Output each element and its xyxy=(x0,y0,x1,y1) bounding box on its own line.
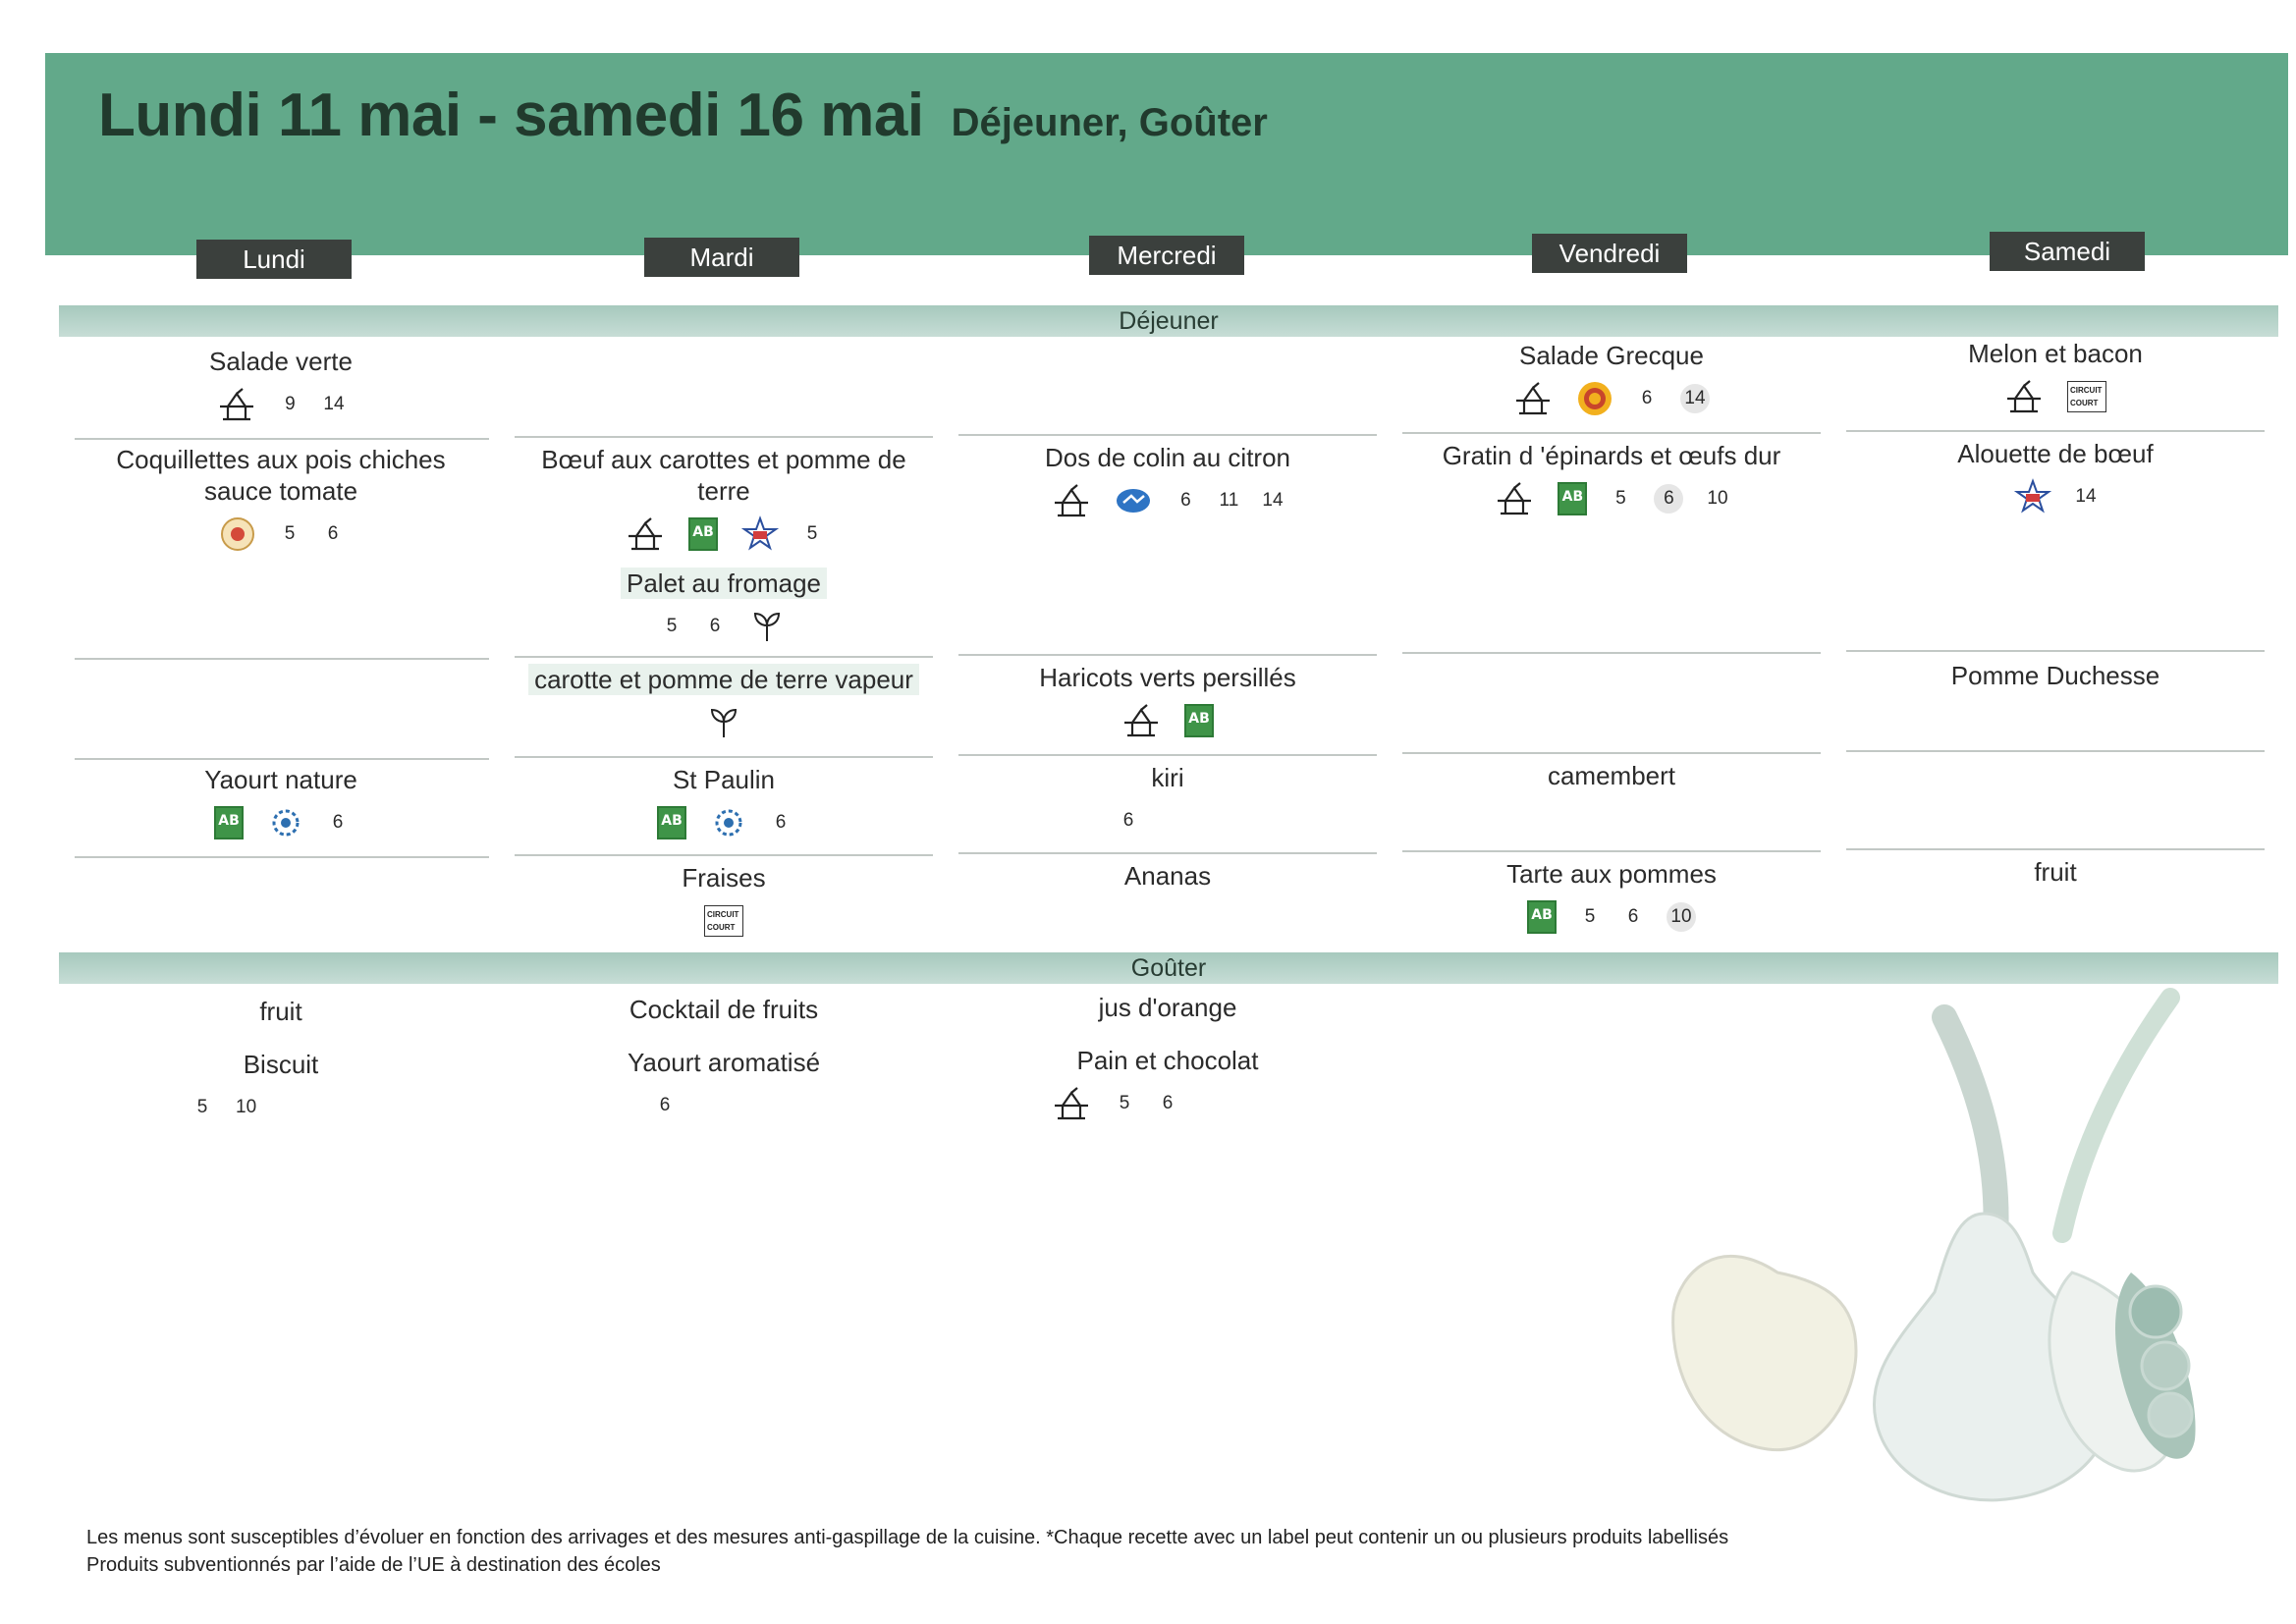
section-lunch-bar: Déjeuner xyxy=(59,305,2278,337)
ab-bio-icon: AB xyxy=(657,806,686,839)
allergen-number: 10 xyxy=(1707,488,1728,509)
circuit-court-icon xyxy=(2067,381,2106,412)
footnote-line-1: Les menus sont susceptibles d’évoluer en fonction des arrivages et des mesures anti-gaspillage de la cuisine. *Chaque recette avec un label peut contenir un ou plusieurs produits labellisés xyxy=(86,1527,1729,1548)
allergen-marks xyxy=(527,805,920,840)
allergen-number: 5 xyxy=(284,523,296,544)
menu-cell-vendredi-laitage xyxy=(1415,760,1808,791)
row-divider xyxy=(958,754,1377,756)
row-divider xyxy=(75,438,489,440)
allergen-number: 14 xyxy=(1262,490,1284,511)
dish-name: Alouette de bœuf xyxy=(1957,439,2154,468)
circuit-court-line1: CIRCUIT xyxy=(707,910,739,919)
snack-cell-mercredi xyxy=(971,992,1364,1121)
allergen-number: 6 xyxy=(327,523,339,544)
menu-cell-mardi-plat xyxy=(527,444,920,552)
circuit-court-line2: COURT xyxy=(707,923,736,932)
allergen-number: 6 xyxy=(1641,388,1653,408)
day-tab-lundi: Lundi xyxy=(196,240,352,279)
allergen-number: 5 xyxy=(196,1097,208,1117)
fruit-illustration xyxy=(1660,978,2210,1508)
row-divider xyxy=(1846,430,2265,432)
allergen-marks xyxy=(1415,481,1808,516)
dish-name: Palet au fromage xyxy=(621,568,827,599)
allergen-number: 5 xyxy=(806,523,818,544)
allergen-number: 10 xyxy=(1667,902,1696,932)
row-divider xyxy=(75,658,489,660)
row-divider xyxy=(1846,650,2265,652)
menu-cell-mardi-dessert xyxy=(527,862,920,939)
row-divider xyxy=(958,434,1377,436)
allergen-number: 6 xyxy=(1180,490,1191,511)
allergen-number: 5 xyxy=(1615,488,1626,509)
fait-maison-icon xyxy=(626,516,665,552)
page-title: Lundi 11 mai - samedi 16 mai xyxy=(98,81,924,149)
dish-name: Dos de colin au citron xyxy=(1044,443,1291,472)
allergen-marks xyxy=(527,705,920,740)
allergen-marks xyxy=(971,803,1364,839)
day-tab-samedi: Samedi xyxy=(1990,232,2145,271)
snack-item: Cocktail de fruits xyxy=(629,995,819,1024)
dish-name: Salade verte xyxy=(209,347,353,376)
dish-name: camembert xyxy=(1547,761,1676,790)
allergen-number: 14 xyxy=(323,394,345,414)
menu-cell-mercredi-laitage xyxy=(971,762,1364,839)
row-divider xyxy=(1846,848,2265,850)
fait-maison-icon xyxy=(1052,1086,1091,1121)
menu-cell-samedi-plat xyxy=(1859,438,2252,514)
allergen-number: 11 xyxy=(1219,490,1239,511)
allergen-number: 10 xyxy=(236,1097,257,1117)
snack-cell-lundi xyxy=(94,996,467,1125)
allergen-marks xyxy=(527,903,920,939)
allergen-number: 6 xyxy=(1627,906,1639,927)
dish-name: Tarte aux pommes xyxy=(1506,859,1717,889)
menu-cell-mardi-laitage xyxy=(527,764,920,840)
fait-maison-icon xyxy=(1513,381,1553,416)
circuit-court-line1: CIRCUIT xyxy=(2070,386,2103,395)
allergen-number: 6 xyxy=(659,1095,671,1115)
menu-cell-samedi-accomp xyxy=(1859,660,2252,691)
menu-cell-lundi-plat xyxy=(94,444,467,552)
ab-bio-icon: AB xyxy=(1527,900,1557,934)
allergen-marks xyxy=(1859,479,2252,514)
allergen-marks xyxy=(527,1088,920,1123)
row-divider xyxy=(515,436,933,438)
menu-cell-mardi-alt xyxy=(527,568,920,644)
allergen-number: 6 xyxy=(1162,1093,1174,1113)
menu-cell-mardi-accomp xyxy=(527,664,920,740)
dish-name: Gratin d 'épinards et œufs dur xyxy=(1442,441,1781,470)
dish-name: Fraises xyxy=(682,863,766,893)
allergen-marks xyxy=(971,483,1364,518)
allergen-marks xyxy=(94,516,467,552)
menu-cell-vendredi-plat xyxy=(1415,440,1808,516)
row-divider xyxy=(515,656,933,658)
vegetarien-icon xyxy=(705,704,742,741)
circuit-court-line2: COURT xyxy=(2070,399,2099,407)
peche-durable-icon xyxy=(1115,482,1152,519)
menu-cell-vendredi-entree xyxy=(1415,340,1808,416)
dish-name: Yaourt nature xyxy=(204,765,357,794)
viande-france-icon xyxy=(2014,478,2051,515)
allergen-number: 14 xyxy=(2075,486,2097,507)
day-tab-mercredi: Mercredi xyxy=(1089,236,1244,275)
snack-item: fruit xyxy=(259,997,302,1026)
circuit-court-icon xyxy=(704,905,743,937)
dish-name: Coquillettes aux pois chiches sauce tomate xyxy=(116,445,446,506)
menu-cell-lundi-laitage xyxy=(94,764,467,840)
dish-name: fruit xyxy=(2034,857,2077,887)
menu-cell-mercredi-dessert xyxy=(971,860,1364,892)
menu-cell-samedi-dessert xyxy=(1859,856,2252,888)
day-tab-vendredi: Vendredi xyxy=(1532,234,1687,273)
eco-label-icon xyxy=(267,804,304,841)
snack-item: Biscuit xyxy=(243,1050,319,1079)
row-divider xyxy=(1402,850,1821,852)
fait-maison-icon xyxy=(1052,483,1091,518)
viande-france-icon xyxy=(741,515,779,553)
day-tab-mardi: Mardi xyxy=(644,238,799,277)
menu-cell-lundi-entree xyxy=(94,346,467,422)
row-divider xyxy=(515,854,933,856)
allergen-number: 14 xyxy=(1680,384,1710,413)
ab-bio-icon: AB xyxy=(1184,704,1214,737)
footnote-line-2: Produits subventionnés par l’aide de l’UE à destination des écoles xyxy=(86,1554,661,1576)
row-divider xyxy=(1846,750,2265,752)
snack-item: Yaourt aromatisé xyxy=(627,1048,821,1077)
vegetarien-icon xyxy=(748,608,786,645)
dish-name: St Paulin xyxy=(672,765,776,794)
menu-cell-vendredi-dessert xyxy=(1415,858,1808,935)
footnote xyxy=(86,1524,1728,1579)
row-divider xyxy=(1402,752,1821,754)
snack-item: Pain et chocolat xyxy=(1076,1046,1259,1075)
row-divider xyxy=(75,758,489,760)
fait-maison-icon xyxy=(1121,703,1161,738)
page-subtitle: Déjeuner, Goûter xyxy=(951,101,1268,144)
dish-name: Haricots verts persillés xyxy=(1039,663,1296,692)
dish-name: Salade Grecque xyxy=(1519,341,1704,370)
allergen-number: 6 xyxy=(1654,484,1683,514)
title-row xyxy=(98,81,1268,150)
snack-item: jus d'orange xyxy=(1098,993,1237,1022)
row-divider xyxy=(958,852,1377,854)
row-divider xyxy=(958,654,1377,656)
dish-name: kiri xyxy=(1151,763,1184,792)
snack-cell-mardi xyxy=(527,994,920,1123)
aop-icon xyxy=(1576,380,1613,417)
allergen-marks xyxy=(94,387,467,422)
allergen-number: 5 xyxy=(1584,906,1596,927)
allergen-number: 6 xyxy=(709,616,721,636)
dish-name: Pomme Duchesse xyxy=(1950,661,2160,690)
dish-name: Ananas xyxy=(1123,861,1212,891)
allergen-number: 5 xyxy=(1119,1093,1130,1113)
row-divider xyxy=(1402,432,1821,434)
row-divider xyxy=(75,856,489,858)
dish-name: Bœuf aux carottes et pomme de terre xyxy=(541,445,906,506)
allergen-marks xyxy=(527,609,920,644)
row-divider xyxy=(1402,652,1821,654)
label-rouge-icon xyxy=(219,515,256,553)
dish-name: Melon et bacon xyxy=(1968,339,2143,368)
menu-cell-mercredi-accomp xyxy=(971,662,1364,738)
allergen-marks xyxy=(1415,381,1808,416)
eco-label-icon xyxy=(710,804,747,841)
allergen-marks xyxy=(971,1086,1364,1121)
allergen-number: 6 xyxy=(332,812,344,833)
dish-name: carotte et pomme de terre vapeur xyxy=(528,664,919,695)
allergen-marks xyxy=(94,1090,467,1125)
section-snack-bar: Goûter xyxy=(59,952,2278,984)
ab-bio-icon: AB xyxy=(214,806,244,839)
allergen-marks xyxy=(971,703,1364,738)
fait-maison-icon xyxy=(217,387,256,422)
menu-cell-mercredi-plat xyxy=(971,442,1364,518)
allergen-number: 9 xyxy=(285,394,296,414)
ab-bio-icon: AB xyxy=(1558,482,1587,515)
allergen-marks xyxy=(1415,899,1808,935)
fait-maison-icon xyxy=(1495,481,1534,516)
menu-cell-samedi-entree xyxy=(1859,338,2252,414)
fait-maison-icon xyxy=(2004,379,2044,414)
allergen-marks xyxy=(1859,379,2252,414)
allergen-marks xyxy=(527,516,920,552)
allergen-number: 6 xyxy=(1122,810,1134,831)
allergen-marks xyxy=(94,805,467,840)
allergen-number: 6 xyxy=(775,812,787,833)
allergen-number: 5 xyxy=(666,616,678,636)
row-divider xyxy=(515,756,933,758)
ab-bio-icon: AB xyxy=(688,517,718,551)
